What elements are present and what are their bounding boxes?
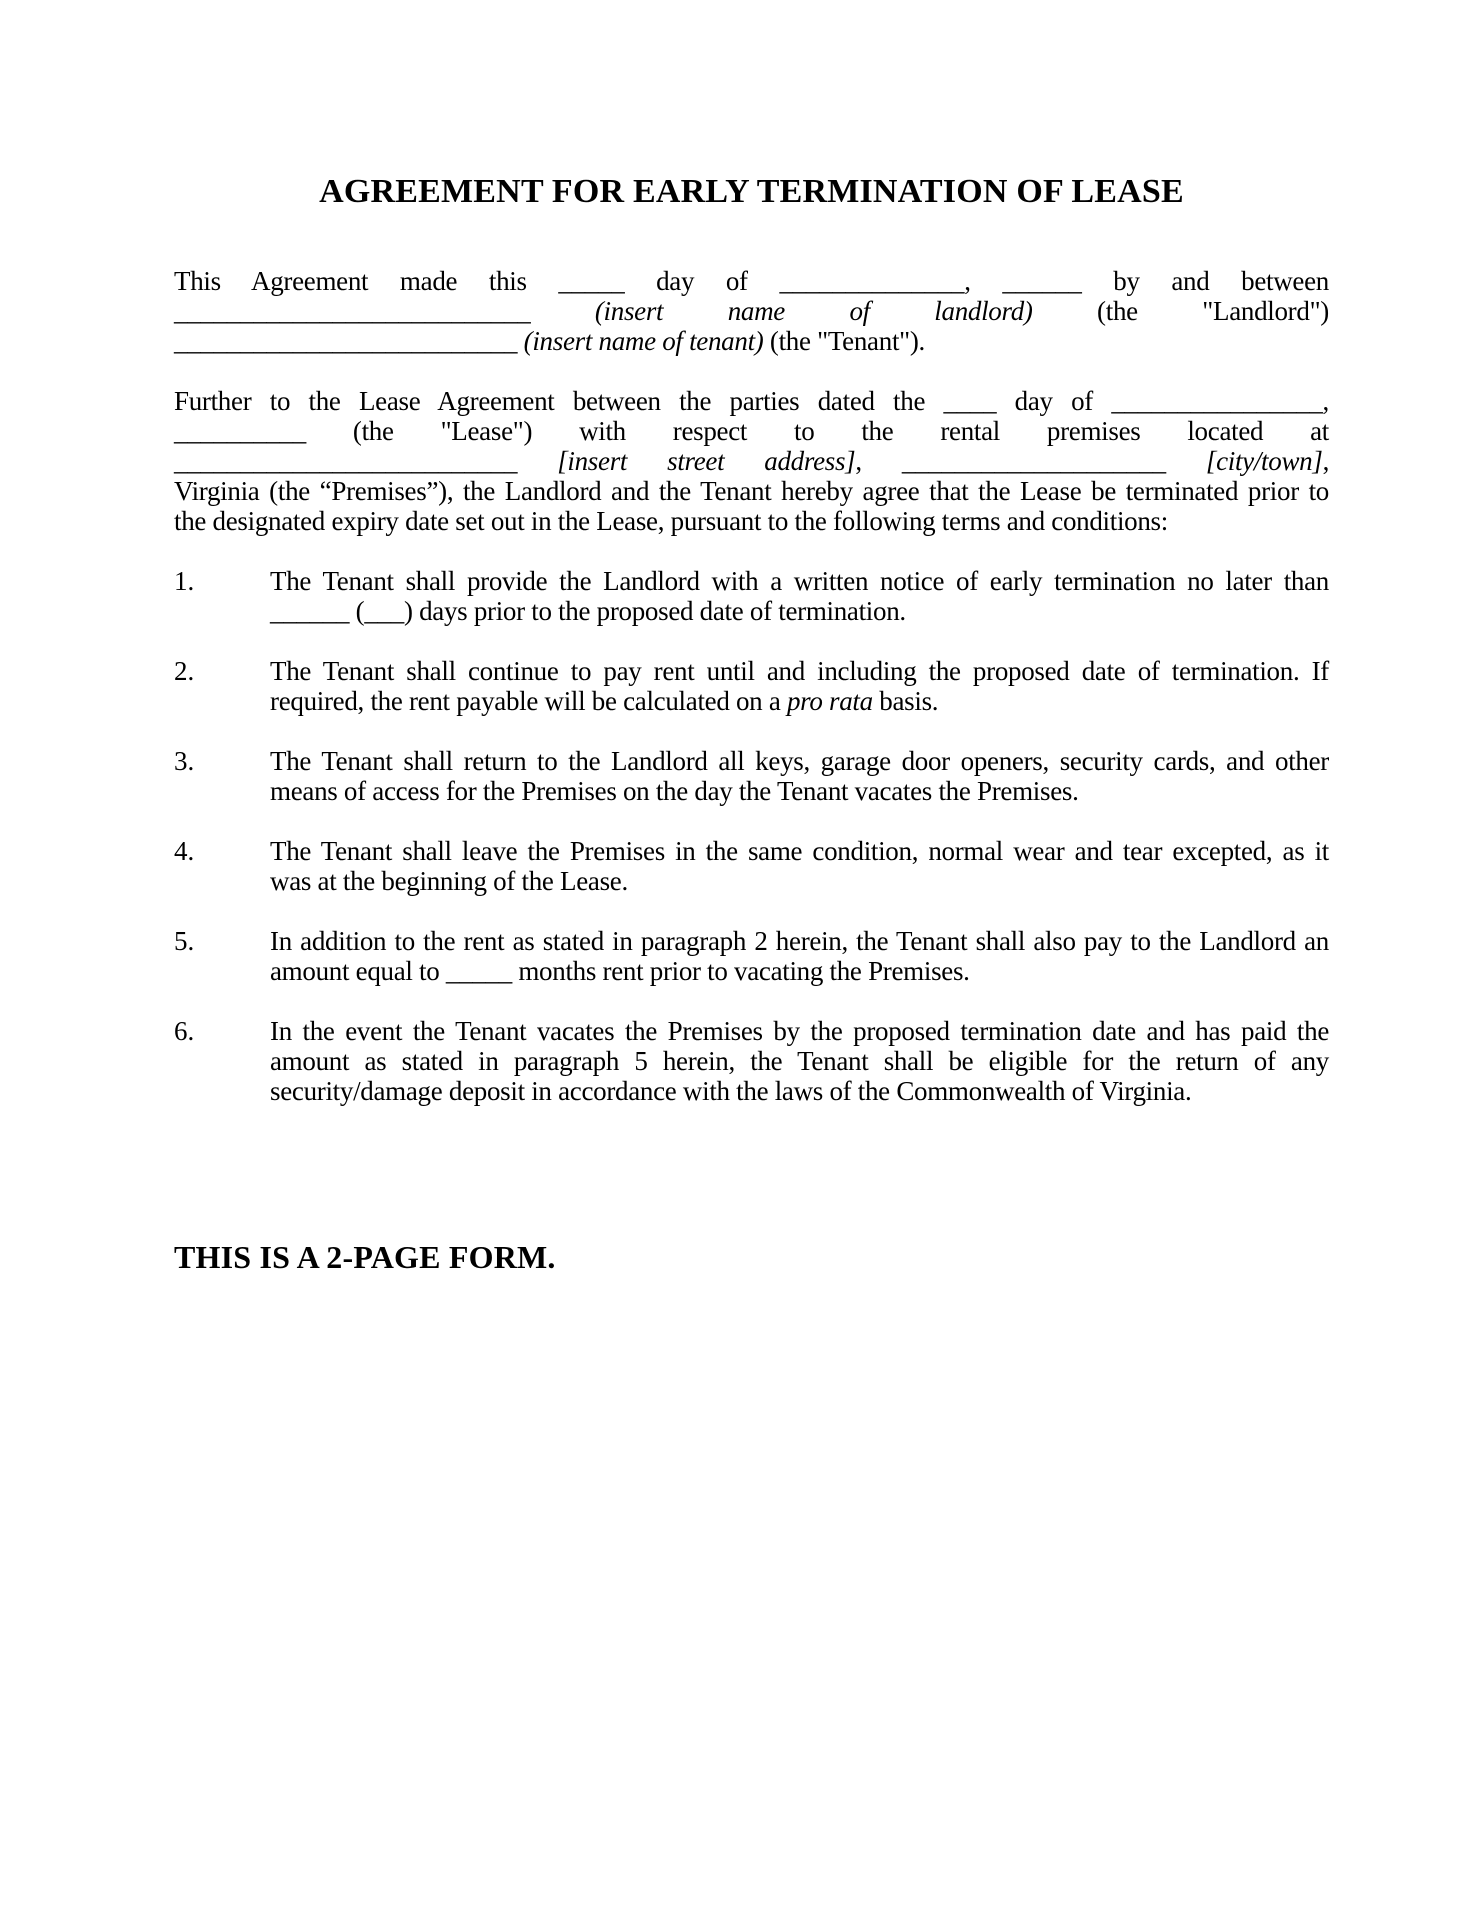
item-text bbox=[270, 656, 1329, 716]
page-count-note: THIS IS A 2-PAGE FORM. bbox=[174, 1239, 556, 1275]
item-text bbox=[270, 1016, 1329, 1106]
text-line: ___________________________ (insert name of landlord) (the "Landlord") bbox=[174, 296, 1329, 326]
text-line: The Tenant shall provide the Landlord with a written notice of early termination no later than bbox=[270, 566, 1329, 596]
text-line: This Agreement made this _____ day of ______________, ______ by and between bbox=[174, 266, 1329, 296]
text-line: The Tenant shall continue to pay rent until and including the proposed date of termination. If bbox=[270, 656, 1329, 686]
opening-paragraph bbox=[174, 266, 1329, 356]
text-line: In addition to the rent as stated in paragraph 2 herein, the Tenant shall also pay to the Landlord an bbox=[270, 926, 1329, 956]
text-line: means of access for the Premises on the day the Tenant vacates the Premises. bbox=[270, 776, 1079, 806]
document-content bbox=[174, 0, 1329, 1277]
text-line: The Tenant shall return to the Landlord all keys, garage door openers, security cards, and other bbox=[270, 746, 1329, 776]
text-line: security/damage deposit in accordance with the laws of the Commonwealth of Virginia. bbox=[270, 1076, 1192, 1106]
item-number: 1. bbox=[174, 566, 195, 596]
text-line: required, the rent payable will be calculated on a pro rata basis. bbox=[270, 686, 939, 716]
document-title: AGREEMENT FOR EARLY TERMINATION OF LEASE bbox=[319, 173, 1184, 210]
item-text bbox=[270, 926, 1329, 986]
text-line: __________________________ (insert name of tenant) (the "Tenant"). bbox=[174, 326, 926, 356]
item-text bbox=[270, 566, 1329, 626]
text-line: was at the beginning of the Lease. bbox=[270, 866, 628, 896]
text-line: the designated expiry date set out in the Lease, pursuant to the following terms and conditions: bbox=[174, 506, 1168, 536]
text-line: __________________________ [insert street address], ____________________ [city/town], bbox=[174, 446, 1330, 476]
list-item-6 bbox=[174, 1016, 1329, 1106]
list-item-4 bbox=[174, 836, 1329, 896]
text-line: __________ (the "Lease") with respect to the rental premises located at bbox=[174, 416, 1329, 446]
text-line: The Tenant shall leave the Premises in the same condition, normal wear and tear excepted, as it bbox=[270, 836, 1329, 866]
item-number: 2. bbox=[174, 656, 195, 686]
list-item-3 bbox=[174, 746, 1329, 806]
item-number: 6. bbox=[174, 1016, 195, 1046]
text-line: In the event the Tenant vacates the Premises by the proposed termination date and has paid the bbox=[270, 1016, 1329, 1046]
list-item-2 bbox=[174, 656, 1329, 716]
text-line: Further to the Lease Agreement between the parties dated the ____ day of ________________, bbox=[174, 386, 1329, 416]
recital-paragraph bbox=[174, 386, 1329, 536]
item-number: 3. bbox=[174, 746, 195, 776]
text-line: amount equal to _____ months rent prior to vacating the Premises. bbox=[270, 956, 970, 986]
list-item-5 bbox=[174, 926, 1329, 986]
text-line: Virginia (the “Premises”), the Landlord and the Tenant hereby agree that the Lease be terminated prior to bbox=[174, 476, 1329, 506]
item-number: 4. bbox=[174, 836, 195, 866]
item-text bbox=[270, 836, 1329, 896]
text-line: amount as stated in paragraph 5 herein, the Tenant shall be eligible for the return of any bbox=[270, 1046, 1329, 1076]
item-number: 5. bbox=[174, 926, 195, 956]
list-item-1 bbox=[174, 566, 1329, 626]
text-line: ______ (___) days prior to the proposed date of termination. bbox=[270, 596, 906, 626]
item-text bbox=[270, 746, 1329, 806]
